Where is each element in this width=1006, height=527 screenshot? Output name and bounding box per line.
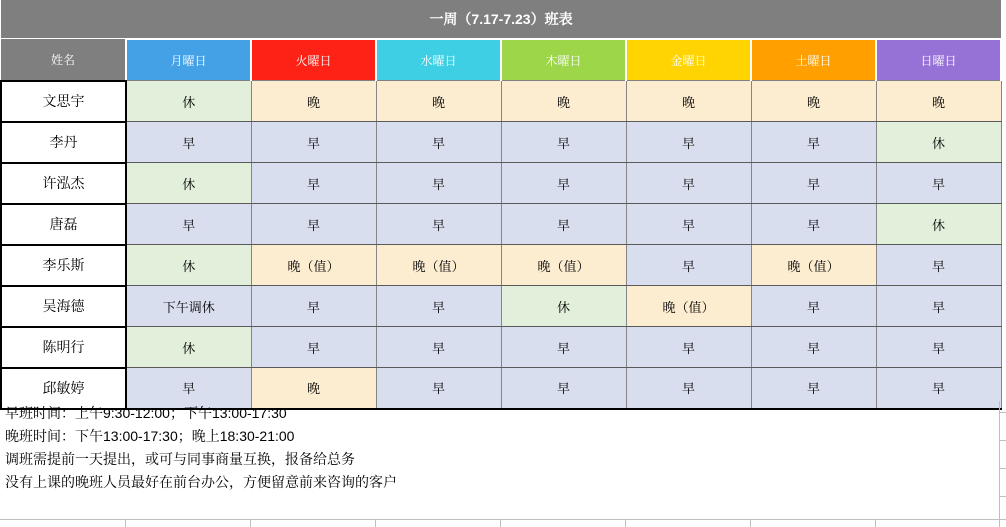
shift-cell[interactable]: 早 [751,122,876,163]
shift-cell[interactable]: 晚（值） [251,245,376,286]
shift-cell[interactable]: 早 [376,368,501,409]
day-column-header[interactable]: 火曜日 [251,39,376,81]
shift-cell[interactable]: 早 [626,163,751,204]
shift-cell[interactable]: 早 [376,286,501,327]
table-row [1,245,1001,286]
gridline-stub [250,519,251,527]
shift-cell[interactable]: 早 [626,204,751,245]
shift-cell[interactable]: 晚 [751,81,876,122]
employee-name[interactable]: 吴海德 [1,286,126,327]
table-row [1,122,1001,163]
shift-cell[interactable]: 早 [751,163,876,204]
gridline-stub [999,412,1006,413]
shift-cell[interactable]: 早 [501,163,626,204]
gridline-stub [125,519,126,527]
shift-cell[interactable]: 早 [751,368,876,409]
name-column-header[interactable]: 姓名 [1,39,126,81]
header-row [1,39,1001,81]
shift-cell[interactable]: 晚 [251,81,376,122]
shift-cell[interactable]: 晚 [501,81,626,122]
employee-name[interactable]: 许泓杰 [1,163,126,204]
shift-cell[interactable]: 早 [251,204,376,245]
shift-cell[interactable]: 早 [501,368,626,409]
shift-cell[interactable]: 早 [876,368,1001,409]
shift-cell[interactable]: 早 [751,204,876,245]
shift-cell[interactable]: 休 [126,327,251,368]
day-column-header[interactable]: 日曜日 [876,39,1001,81]
shift-cell[interactable]: 早 [251,122,376,163]
shift-cell[interactable]: 晚 [626,81,751,122]
sheet-title[interactable]: 一周（7.17-7.23）班表 [1,0,1001,39]
shift-cell[interactable]: 晚（值） [501,245,626,286]
employee-name[interactable]: 李乐斯 [1,245,126,286]
shift-cell[interactable]: 早 [751,327,876,368]
gridline-stub [500,519,501,527]
gridline-bottom-row [0,519,1006,520]
employee-name[interactable]: 陈明行 [1,327,126,368]
title-row [1,0,1001,39]
day-column-header[interactable]: 水曜日 [376,39,501,81]
employee-name[interactable]: 唐磊 [1,204,126,245]
shift-cell[interactable]: 早 [876,163,1001,204]
shift-cell[interactable]: 早 [876,286,1001,327]
table-row [1,286,1001,327]
shift-cell[interactable]: 早 [251,286,376,327]
notes-block [5,402,397,494]
note-late-shift-hours: 晚班时间：下午13:00-17:30；晚上18:30-21:00 [5,428,295,444]
shift-cell[interactable]: 下午调休 [126,286,251,327]
shift-cell[interactable]: 早 [626,368,751,409]
day-column-header[interactable]: 土曜日 [751,39,876,81]
shift-cell[interactable]: 休 [126,163,251,204]
shift-cell[interactable]: 休 [876,122,1001,163]
shift-cell[interactable]: 晚 [876,81,1001,122]
shift-cell[interactable]: 休 [876,204,1001,245]
table-row [1,204,1001,245]
note-front-desk-rule: 没有上课的晚班人员最好在前台办公，方便留意前来咨询的客户 [5,474,397,490]
shift-cell[interactable]: 早 [376,327,501,368]
shift-cell[interactable]: 早 [751,286,876,327]
shift-cell[interactable]: 早 [126,122,251,163]
gridline-stub [625,519,626,527]
table-row [1,81,1001,122]
table-row [1,163,1001,204]
shift-cell[interactable]: 早 [626,327,751,368]
day-column-header[interactable]: 月曜日 [126,39,251,81]
note-shift-change-rule: 调班需提前一天提出，或可与同事商量互换，报备给总务 [5,451,355,467]
shift-cell[interactable]: 早 [501,122,626,163]
employee-name[interactable]: 邱敏婷 [1,368,126,409]
shift-cell[interactable]: 早 [876,327,1001,368]
employee-name[interactable]: 李丹 [1,122,126,163]
shift-cell[interactable]: 休 [501,286,626,327]
gridline-stub [999,468,1006,469]
shift-cell[interactable]: 早 [251,327,376,368]
shift-cell[interactable]: 早 [376,122,501,163]
shift-cell[interactable]: 早 [501,327,626,368]
shift-cell[interactable]: 早 [501,204,626,245]
day-column-header[interactable]: 木曜日 [501,39,626,81]
shift-cell[interactable]: 休 [126,81,251,122]
shift-cell[interactable]: 晚（值） [751,245,876,286]
shift-cell[interactable]: 晚（值） [626,286,751,327]
gridline-stub [999,440,1006,441]
shift-cell[interactable]: 早 [626,245,751,286]
shift-cell[interactable]: 早 [126,368,251,409]
shift-cell[interactable]: 晚 [376,81,501,122]
gridline-stub [750,519,751,527]
gridline-stub [999,496,1006,497]
shift-cell[interactable]: 早 [876,245,1001,286]
note-early-shift-hours: 早班时间：上午9:30-12:00；下午13:00-17:30 [5,405,287,421]
shift-cell[interactable]: 晚（值） [376,245,501,286]
day-column-header[interactable]: 金曜日 [626,39,751,81]
shift-cell[interactable]: 晚 [251,368,376,409]
gridline-right-edge [999,401,1000,527]
employee-name[interactable]: 文思宇 [1,81,126,122]
shift-cell[interactable]: 早 [376,204,501,245]
shift-cell[interactable]: 早 [126,204,251,245]
shift-cell[interactable]: 早 [626,122,751,163]
shift-cell[interactable]: 早 [376,163,501,204]
table-row [1,327,1001,368]
gridline-stub [875,519,876,527]
shift-cell[interactable]: 休 [126,245,251,286]
shift-cell[interactable]: 早 [251,163,376,204]
gridline-stub [375,519,376,527]
